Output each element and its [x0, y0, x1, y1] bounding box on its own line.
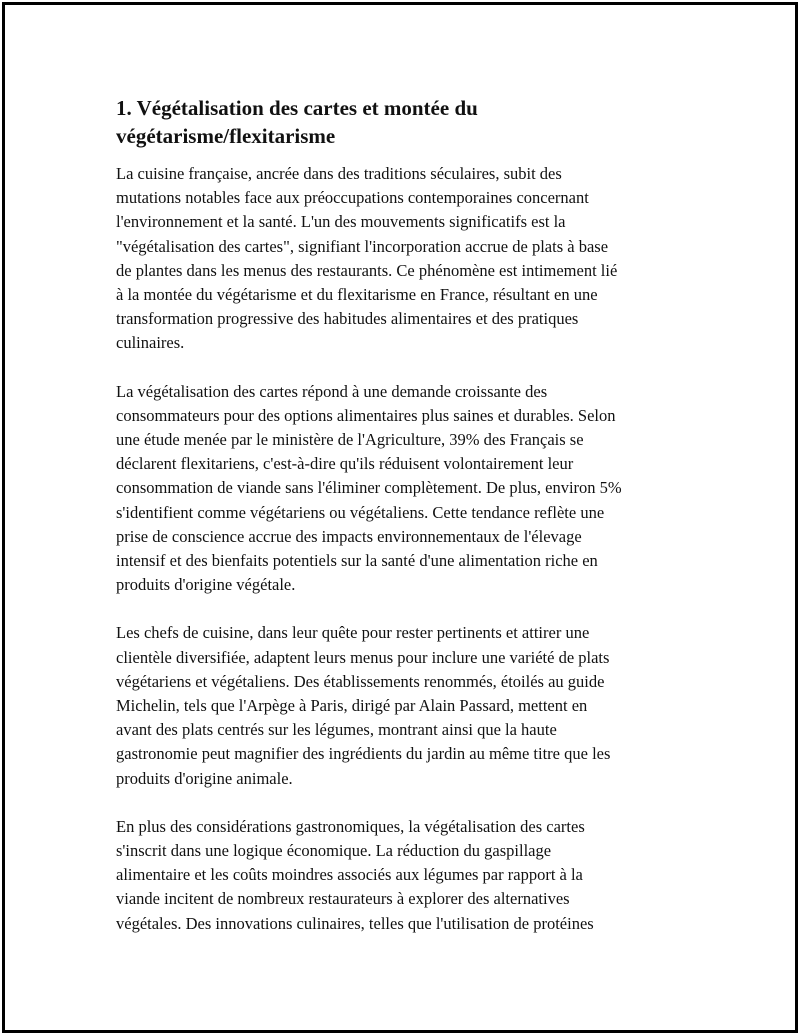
text-line: gastronomie peut magnifier des ingrédients du jardin au même titre que les	[116, 744, 611, 764]
body-paragraph	[116, 621, 686, 790]
body-paragraph	[116, 815, 686, 936]
text-line: s'inscrit dans une logique économique. La réduction du gaspillage	[116, 841, 552, 861]
text-line: clientèle diversifiée, adaptent leurs menus pour inclure une variété de plats	[116, 647, 610, 667]
text-line: l'environnement et la santé. L'un des mouvements significatifs est la	[116, 212, 566, 232]
text-line: de plantes dans les menus des restaurants. Ce phénomène est intimement lié	[116, 260, 618, 280]
text-line: transformation progressive des habitudes alimentaires et des pratiques	[116, 309, 579, 329]
text-line: s'identifient comme végétariens ou végétaliens. Cette tendance reflète une	[116, 502, 605, 522]
text-line: La cuisine française, ancrée dans des traditions séculaires, subit des	[116, 164, 562, 183]
text-line: produits d'origine végétale.	[116, 575, 296, 595]
body-paragraph	[116, 380, 686, 598]
section-heading-line: 1. Végétalisation des cartes et montée du	[116, 96, 478, 120]
text-line: intensif et des bienfaits potentiels sur la santé d'une alimentation riche en	[116, 551, 598, 571]
text-line: végétariens et végétaliens. Des établissements renommés, étoilés au guide	[116, 671, 605, 691]
text-line: végétales. Des innovations culinaires, telles que l'utilisation de protéines	[116, 913, 594, 933]
section-heading-line: végétarisme/flexitarisme	[116, 124, 336, 148]
text-line: Les chefs de cuisine, dans leur quête pour rester pertinents et attirer une	[116, 623, 590, 643]
body-paragraph	[116, 162, 686, 356]
text-line: mutations notables face aux préoccupations contemporaines concernant	[116, 188, 589, 208]
text-line: consommateurs pour des options alimentaires plus saines et durables. Selon	[116, 405, 616, 425]
text-line: En plus des considérations gastronomiques, la végétalisation des cartes	[116, 816, 585, 836]
text-line: prise de conscience accrue des impacts environnementaux de l'élevage	[116, 526, 582, 546]
text-line: culinaires.	[116, 333, 185, 353]
text-line: Michelin, tels que l'Arpège à Paris, dirigé par Alain Passard, mettent en	[116, 696, 588, 716]
text-line: une étude menée par le ministère de l'Agriculture, 39% des Français se	[116, 430, 584, 450]
text-line: "végétalisation des cartes", signifiant l'incorporation accrue de plats à base	[116, 236, 609, 256]
section-heading	[116, 94, 686, 150]
text-line: avant des plats centrés sur les légumes, montrant ainsi que la haute	[116, 720, 557, 740]
text-line: déclarent flexitariens, c'est-à-dire qu'ils réduisent volontairement leur	[116, 454, 574, 474]
document-content	[116, 94, 686, 960]
text-line: à la montée du végétarisme et du flexitarisme en France, résultant en une	[116, 285, 598, 305]
text-line: produits d'origine animale.	[116, 768, 293, 788]
text-line: viande incitent de nombreux restaurateurs à explorer des alternatives	[116, 889, 570, 909]
text-line: La végétalisation des cartes répond à une demande croissante des	[116, 381, 548, 401]
text-line: alimentaire et les coûts moindres associés aux légumes par rapport à la	[116, 865, 583, 885]
text-line: consommation de viande sans l'éliminer complètement. De plus, environ 5%	[116, 478, 622, 498]
